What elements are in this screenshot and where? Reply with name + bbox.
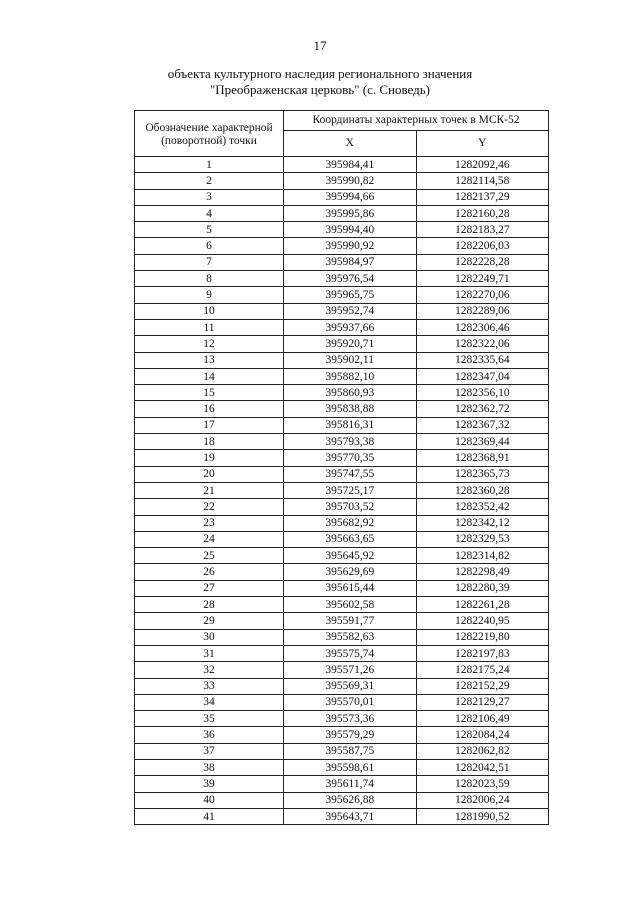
point-number: 33 [135,678,284,694]
point-number: 40 [135,792,284,808]
point-number: 4 [135,205,284,221]
point-number: 14 [135,368,284,384]
table-row [135,548,549,564]
coord-y: 1282240,95 [416,613,549,629]
table-row [135,711,549,727]
coord-y: 1282006,24 [416,792,549,808]
header-x: X [284,131,417,157]
coord-y: 1282084,24 [416,727,549,743]
point-number: 36 [135,727,284,743]
header-y: Y [416,131,549,157]
point-number: 31 [135,645,284,661]
point-number: 30 [135,629,284,645]
coord-x: 395994,40 [284,222,417,238]
table-row [135,678,549,694]
point-number: 38 [135,759,284,775]
coord-x: 395703,52 [284,499,417,515]
coord-y: 1282289,06 [416,303,549,319]
coord-x: 395952,74 [284,303,417,319]
coord-x: 395838,88 [284,401,417,417]
coord-y: 1282335,64 [416,352,549,368]
point-number: 8 [135,271,284,287]
coord-x: 395902,11 [284,352,417,368]
coord-x: 395882,10 [284,368,417,384]
coord-x: 395682,92 [284,515,417,531]
coord-y: 1282062,82 [416,743,549,759]
table-row [135,629,549,645]
point-number: 27 [135,580,284,596]
table-row [135,694,549,710]
point-number: 17 [135,417,284,433]
point-number: 19 [135,450,284,466]
point-number: 41 [135,808,284,824]
header-point: Обозначение характерной (поворотной) точки [135,111,284,157]
coord-x: 395573,36 [284,711,417,727]
coord-y: 1282219,80 [416,629,549,645]
point-number: 9 [135,287,284,303]
coord-x: 395663,65 [284,531,417,547]
coord-x: 395587,75 [284,743,417,759]
point-number: 23 [135,515,284,531]
coord-y: 1282092,46 [416,157,549,173]
coord-y: 1282228,28 [416,254,549,270]
table-row [135,417,549,433]
table-row [135,173,549,189]
coord-x: 395994,66 [284,189,417,205]
coord-x: 395920,71 [284,336,417,352]
page-number: 17 [313,38,327,53]
coord-y: 1282197,83 [416,645,549,661]
coord-y: 1282298,49 [416,564,549,580]
table-row [135,450,549,466]
coord-x: 395571,26 [284,662,417,678]
coord-y: 1282356,10 [416,385,549,401]
table-body [135,157,549,825]
table-row [135,271,549,287]
table-row [135,287,549,303]
table-row [135,434,549,450]
coord-x: 395747,55 [284,466,417,482]
table-row [135,385,549,401]
table-row [135,499,549,515]
point-number: 34 [135,694,284,710]
table-row [135,482,549,498]
table-row [135,743,549,759]
coord-y: 1282114,58 [416,173,549,189]
coord-x: 395615,44 [284,580,417,596]
coord-y: 1282106,49 [416,711,549,727]
table-row [135,336,549,352]
point-number: 35 [135,711,284,727]
coord-y: 1282362,72 [416,401,549,417]
table-row [135,662,549,678]
coord-y: 1282369,44 [416,434,549,450]
point-number: 25 [135,548,284,564]
coord-y: 1282129,27 [416,694,549,710]
coord-x: 395860,93 [284,385,417,401]
table-row [135,157,549,173]
table-row [135,613,549,629]
point-number: 1 [135,157,284,173]
point-number: 22 [135,499,284,515]
point-number: 32 [135,662,284,678]
coord-x: 395591,77 [284,613,417,629]
coord-y: 1282365,73 [416,466,549,482]
coord-x: 395643,71 [284,808,417,824]
coord-x: 395990,82 [284,173,417,189]
point-number: 3 [135,189,284,205]
coord-y: 1282160,28 [416,205,549,221]
coord-y: 1282280,39 [416,580,549,596]
coord-y: 1282249,71 [416,271,549,287]
coord-y: 1282322,06 [416,336,549,352]
point-number: 18 [135,434,284,450]
title-line-1: объекта культурного наследия регионального значения [167,66,473,81]
point-number: 7 [135,254,284,270]
table-row [135,319,549,335]
coord-y: 1281990,52 [416,808,549,824]
point-number: 28 [135,597,284,613]
coord-x: 395965,75 [284,287,417,303]
point-number: 26 [135,564,284,580]
point-number: 24 [135,531,284,547]
coord-y: 1282367,32 [416,417,549,433]
coord-x: 395725,17 [284,482,417,498]
point-number: 12 [135,336,284,352]
table-row [135,597,549,613]
table-row [135,189,549,205]
table-row [135,205,549,221]
coord-y: 1282347,04 [416,368,549,384]
coord-x: 395611,74 [284,776,417,792]
coord-y: 1282352,42 [416,499,549,515]
table-row [135,776,549,792]
table-header [135,111,549,157]
coord-y: 1282314,82 [416,548,549,564]
table-row [135,303,549,319]
point-number: 29 [135,613,284,629]
header-coordinates: Координаты характерных точек в МСК-52 [284,111,549,131]
table-row [135,222,549,238]
coord-y: 1282042,51 [416,759,549,775]
point-number: 11 [135,319,284,335]
table-row [135,401,549,417]
coord-x: 395976,54 [284,271,417,287]
table-row [135,466,549,482]
table-row [135,808,549,824]
coord-x: 395793,38 [284,434,417,450]
point-number: 5 [135,222,284,238]
table-row [135,759,549,775]
point-number: 15 [135,385,284,401]
coord-y: 1282137,29 [416,189,549,205]
coord-y: 1282306,46 [416,319,549,335]
coord-x: 395579,29 [284,727,417,743]
coord-y: 1282342,12 [416,515,549,531]
coord-y: 1282360,28 [416,482,549,498]
table-row [135,238,549,254]
coord-x: 395816,31 [284,417,417,433]
coord-x: 395990,92 [284,238,417,254]
point-number: 21 [135,482,284,498]
point-number: 2 [135,173,284,189]
table-row [135,727,549,743]
coord-x: 395598,61 [284,759,417,775]
table-row [135,368,549,384]
coord-x: 395570,01 [284,694,417,710]
point-number: 6 [135,238,284,254]
coordinates-table [134,110,549,825]
title-line-2: "Преображенская церковь" (с. Сноведь) [209,82,431,97]
coord-x: 395569,31 [284,678,417,694]
table-row [135,254,549,270]
coord-y: 1282175,24 [416,662,549,678]
coord-y: 1282270,06 [416,287,549,303]
coord-y: 1282368,91 [416,450,549,466]
coord-y: 1282261,28 [416,597,549,613]
point-number: 13 [135,352,284,368]
table-row [135,580,549,596]
table-row [135,531,549,547]
coord-x: 395770,35 [284,450,417,466]
coord-x: 395937,66 [284,319,417,335]
coord-y: 1282206,03 [416,238,549,254]
coord-x: 395629,69 [284,564,417,580]
point-number: 20 [135,466,284,482]
point-number: 16 [135,401,284,417]
coord-x: 395995,86 [284,205,417,221]
coord-y: 1282329,53 [416,531,549,547]
table-row [135,564,549,580]
point-number: 37 [135,743,284,759]
coord-x: 395575,74 [284,645,417,661]
coord-x: 395645,92 [284,548,417,564]
coord-x: 395984,97 [284,254,417,270]
coord-x: 395984,41 [284,157,417,173]
point-number: 39 [135,776,284,792]
document-title [0,66,640,98]
table-row [135,352,549,368]
table-row [135,645,549,661]
coord-y: 1282183,27 [416,222,549,238]
coord-y: 1282152,29 [416,678,549,694]
coord-x: 395582,63 [284,629,417,645]
coord-x: 395626,88 [284,792,417,808]
coord-x: 395602,58 [284,597,417,613]
point-number: 10 [135,303,284,319]
coord-y: 1282023,59 [416,776,549,792]
table-row [135,515,549,531]
table-row [135,792,549,808]
